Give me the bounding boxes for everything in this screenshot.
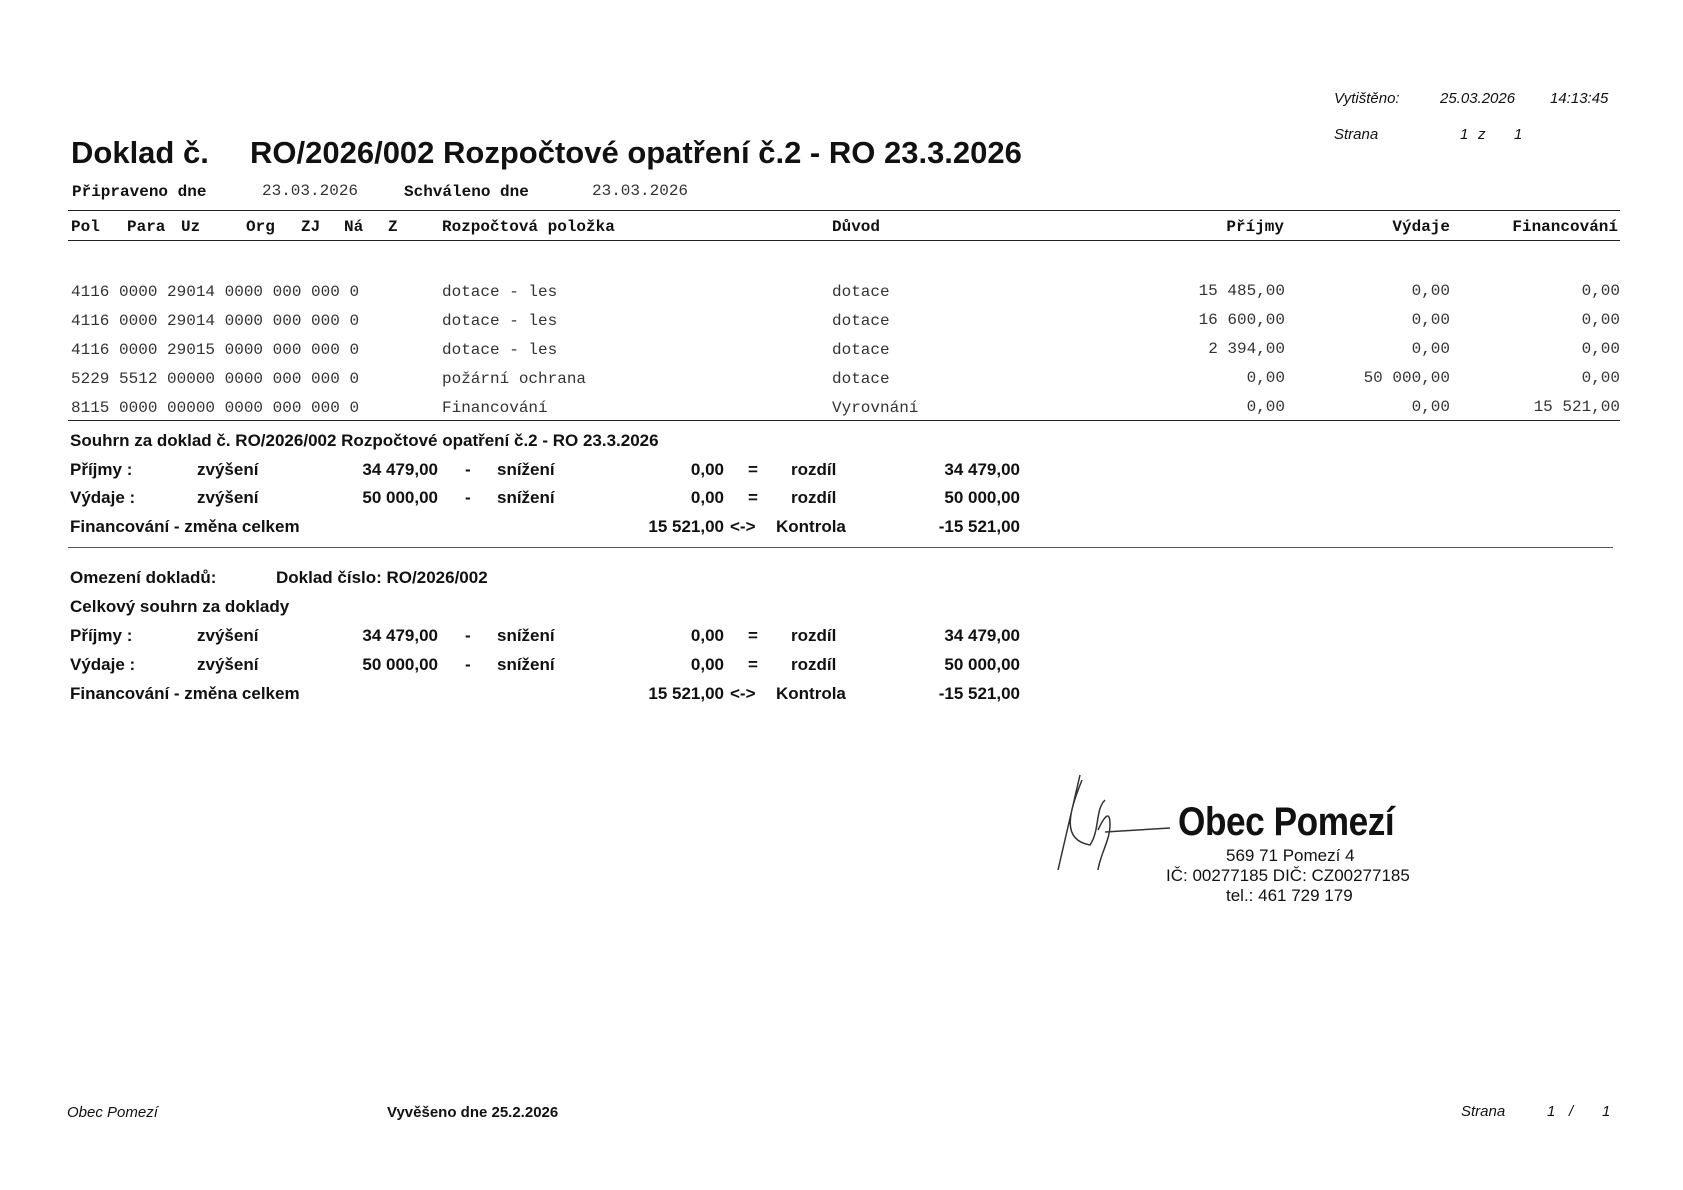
- check-label: Kontrola: [776, 517, 846, 536]
- table-header-rule: [68, 240, 1620, 241]
- page-label-top: Strana: [1334, 126, 1379, 143]
- row-income: 0,00: [1246, 369, 1285, 387]
- prepared-date: 23.03.2026: [262, 182, 359, 200]
- col-uz: Uz: [181, 218, 201, 236]
- page-num-top: 1: [1460, 126, 1469, 143]
- check-value: -15 521,00: [938, 684, 1020, 703]
- decrease-label: snížení: [497, 488, 555, 507]
- col-org: Org: [246, 218, 275, 236]
- footer-posted: Vyvěšeno dne 25.2.2026: [387, 1104, 559, 1121]
- row-code: 8115 0000 00000 0000 000 000 0: [71, 399, 360, 417]
- page-total-top: 1: [1514, 126, 1523, 143]
- col-reason: Důvod: [832, 218, 881, 236]
- check-value: -15 521,00: [938, 517, 1020, 536]
- increase-label: zvýšení: [197, 460, 259, 479]
- increase-value: 34 479,00: [362, 626, 438, 645]
- summary-bottom-rule: [68, 547, 1613, 548]
- row-financing: 0,00: [1581, 369, 1620, 387]
- income-label: Příjmy :: [70, 460, 133, 479]
- difference-value: 50 000,00: [944, 655, 1020, 674]
- minus-sign: -: [465, 655, 471, 674]
- row-income: 15 485,00: [1198, 282, 1285, 300]
- financing-label: Financování - změna celkem: [70, 684, 300, 703]
- row-item: dotace - les: [442, 312, 558, 330]
- difference-value: 34 479,00: [944, 626, 1020, 645]
- footer-page-label: Strana: [1461, 1103, 1506, 1120]
- decrease-value: 0,00: [690, 460, 724, 479]
- doc-title-prefix: Doklad č.: [71, 135, 209, 170]
- row-expense: 0,00: [1411, 340, 1450, 358]
- stamp-phone: tel.: 461 729 179: [1226, 886, 1353, 905]
- row-reason: Vyrovnání: [832, 399, 919, 417]
- row-financing: 0,00: [1581, 282, 1620, 300]
- prepared-label: Připraveno dne: [72, 183, 207, 201]
- footer-page-total: 1: [1602, 1103, 1611, 1120]
- increase-value: 34 479,00: [362, 460, 438, 479]
- check-label: Kontrola: [776, 684, 846, 703]
- printed-date: 25.03.2026: [1440, 90, 1516, 107]
- decrease-value: 0,00: [690, 655, 724, 674]
- decrease-label: snížení: [497, 655, 555, 674]
- row-expense: 0,00: [1411, 282, 1450, 300]
- page-of-top: z: [1478, 126, 1486, 143]
- stamp-address: 569 71 Pomezí 4: [1226, 846, 1355, 865]
- row-code: 4116 0000 29014 0000 000 000 0: [71, 283, 360, 301]
- row-item: dotace - les: [442, 341, 558, 359]
- row-financing: 0,00: [1581, 340, 1620, 358]
- col-z: Z: [388, 218, 398, 236]
- arrow-sign: <->: [730, 517, 756, 536]
- summary-title: Souhrn za doklad č. RO/2026/002 Rozpočtové opatření č.2 - RO 23.3.2026: [70, 431, 659, 450]
- footer-page-slash: /: [1569, 1103, 1574, 1120]
- difference-label: rozdíl: [791, 626, 837, 645]
- decrease-label: snížení: [497, 626, 555, 645]
- printed-time: 14:13:45: [1550, 90, 1609, 107]
- printed-label: Vytištěno:: [1334, 90, 1400, 107]
- row-financing: 0,00: [1581, 311, 1620, 329]
- footer-page-num: 1: [1547, 1103, 1556, 1120]
- minus-sign: -: [465, 460, 471, 479]
- row-expense: 50 000,00: [1363, 369, 1450, 387]
- increase-value: 50 000,00: [362, 655, 438, 674]
- row-income: 2 394,00: [1208, 340, 1285, 358]
- stamp-ids: IČ: 00277185 DIČ: CZ00277185: [1166, 866, 1410, 885]
- row-financing: 15 521,00: [1533, 398, 1620, 416]
- row-item: požární ochrana: [442, 370, 587, 388]
- equals-sign: =: [748, 626, 758, 645]
- difference-value: 50 000,00: [944, 488, 1020, 507]
- expense-label: Výdaje :: [70, 655, 136, 674]
- row-code: 5229 5512 00000 0000 000 000 0: [71, 370, 360, 388]
- row-code: 4116 0000 29015 0000 000 000 0: [71, 341, 360, 359]
- decrease-value: 0,00: [690, 488, 724, 507]
- financing-value: 15 521,00: [648, 684, 724, 703]
- increase-label: zvýšení: [197, 488, 259, 507]
- col-expense: Výdaje: [1392, 218, 1450, 236]
- equals-sign: =: [748, 460, 758, 479]
- table-top-rule: [68, 210, 1620, 211]
- income-label: Příjmy :: [70, 626, 133, 645]
- col-pol: Pol: [71, 218, 100, 236]
- col-financing: Financování: [1512, 218, 1618, 236]
- decrease-label: snížení: [497, 460, 555, 479]
- col-item: Rozpočtová položka: [442, 218, 615, 236]
- equals-sign: =: [748, 655, 758, 674]
- increase-label: zvýšení: [197, 655, 259, 674]
- difference-value: 34 479,00: [944, 460, 1020, 479]
- difference-label: rozdíl: [791, 655, 837, 674]
- col-para: Para: [127, 218, 166, 236]
- increase-value: 50 000,00: [362, 488, 438, 507]
- limits-doc-number: Doklad číslo: RO/2026/002: [276, 568, 488, 587]
- row-reason: dotace: [832, 341, 890, 359]
- row-expense: 0,00: [1411, 398, 1450, 416]
- financing-label: Financování - změna celkem: [70, 517, 300, 536]
- footer-org: Obec Pomezí: [67, 1104, 158, 1121]
- row-income: 16 600,00: [1198, 311, 1285, 329]
- row-code: 4116 0000 29014 0000 000 000 0: [71, 312, 360, 330]
- financing-value: 15 521,00: [648, 517, 724, 536]
- approved-label: Schváleno dne: [404, 183, 529, 201]
- decrease-value: 0,00: [690, 626, 724, 645]
- approved-date: 23.03.2026: [592, 182, 689, 200]
- col-zj: ZJ: [301, 218, 321, 236]
- row-reason: dotace: [832, 370, 890, 388]
- difference-label: rozdíl: [791, 488, 837, 507]
- col-income: Příjmy: [1226, 218, 1284, 236]
- limits-label: Omezení dokladů:: [70, 568, 217, 587]
- row-item: dotace - les: [442, 283, 558, 301]
- row-expense: 0,00: [1411, 311, 1450, 329]
- equals-sign: =: [748, 488, 758, 507]
- total-summary-title: Celkový souhrn za doklady: [70, 597, 290, 616]
- difference-label: rozdíl: [791, 460, 837, 479]
- increase-label: zvýšení: [197, 626, 259, 645]
- stamp-name: Obec Pomezí: [1178, 800, 1395, 844]
- doc-title: RO/2026/002 Rozpočtové opatření č.2 - RO 23.3.2026: [250, 135, 1022, 170]
- expense-label: Výdaje :: [70, 488, 136, 507]
- col-na: Ná: [344, 218, 364, 236]
- row-reason: dotace: [832, 312, 890, 330]
- row-reason: dotace: [832, 283, 890, 301]
- table-bottom-rule: [68, 420, 1620, 421]
- minus-sign: -: [465, 626, 471, 645]
- arrow-sign: <->: [730, 684, 756, 703]
- row-item: Financování: [442, 399, 548, 417]
- minus-sign: -: [465, 488, 471, 507]
- row-income: 0,00: [1246, 398, 1285, 416]
- signature-mark: [1050, 770, 1190, 880]
